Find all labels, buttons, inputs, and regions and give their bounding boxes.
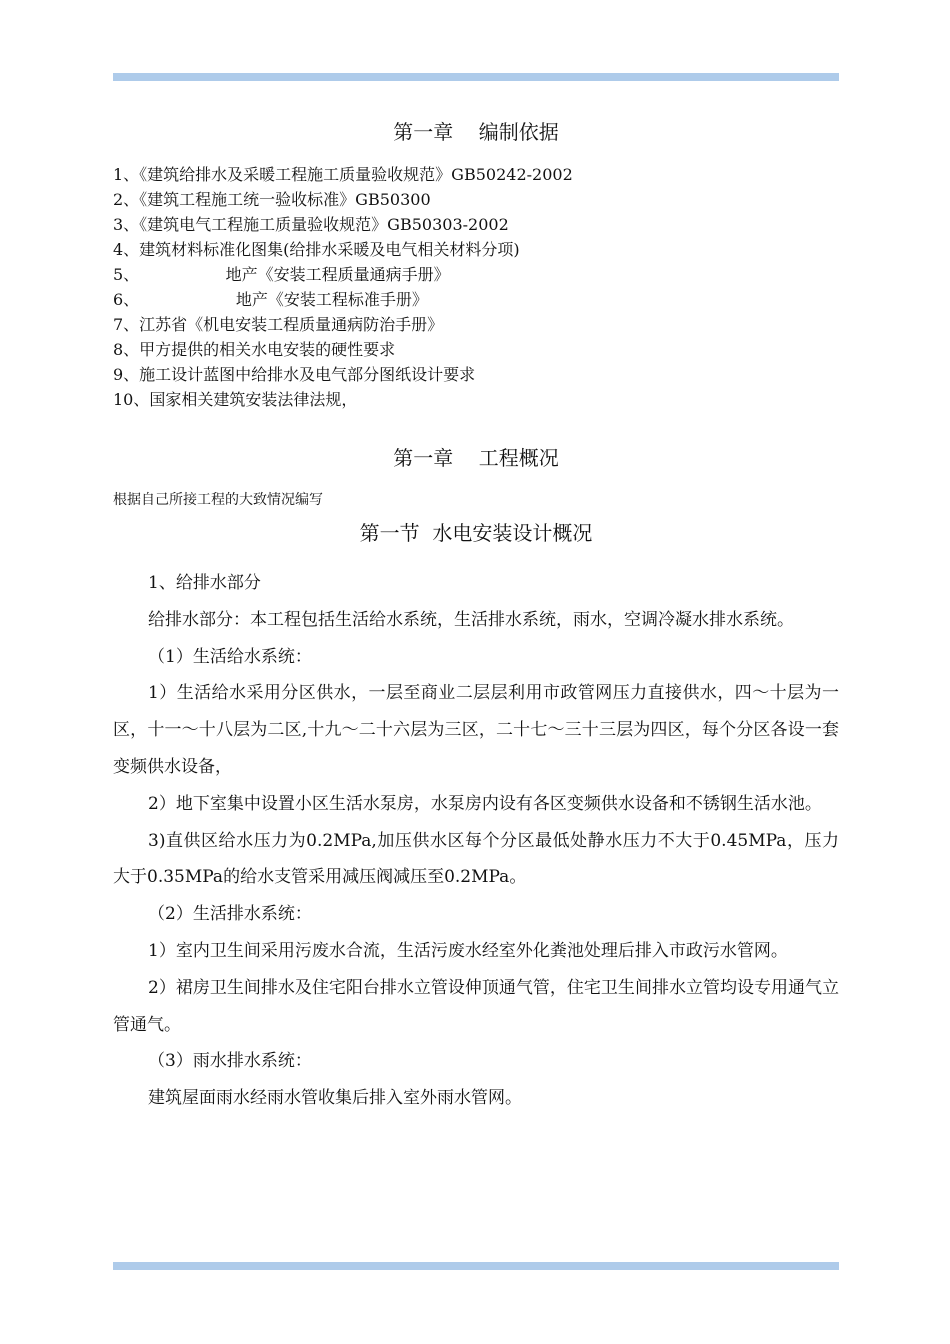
list-item: 8、甲方提供的相关水电安装的硬性要求	[113, 340, 396, 359]
section-body	[113, 565, 839, 1117]
paragraph: 1）室内卫生间采用污废水合流，生活污废水经室外化粪池处理后排入市政污水管网。	[148, 940, 788, 961]
paragraph: （1）生活给水系统：	[148, 646, 312, 667]
editor-note: 根据自己所接工程的大致情况编写	[113, 492, 323, 508]
list-item: 3、《建筑电气工程施工质量验收规范》GB50303-2002	[113, 215, 509, 234]
paragraph: 1、给排水部分	[148, 573, 261, 593]
paragraph: 1）生活给水采用分区供水，一层至商业二层层利用市政管网压力直接供水，四～十层为一区，十一～十八层为二区,十九～二十六层为三区，二十七～三十三层为四区，每个分区各设一套变频供水设备，	[113, 683, 839, 777]
paragraph: 建筑屋面雨水经雨水管收集后排入室外雨水管网。	[148, 1088, 522, 1109]
paragraph: 2）裙房卫生间排水及住宅阳台排水立管设伸顶通气管，住宅卫生间排水立管均设专用通气立管通气。	[113, 977, 839, 1035]
paragraph: 给排水部分：本工程包括生活给水系统，生活排水系统，雨水，空调冷凝水排水系统。	[148, 609, 794, 630]
paragraph: 3)直供区给水压力为0.2MPa,加压供水区每个分区最低处静水压力不大于0.45MPa，压力大于0.35MPa的给水支管采用减压阀减压至0.2MPa。	[113, 830, 839, 888]
footer-rule	[113, 1262, 839, 1270]
basis-list	[113, 162, 839, 412]
list-item: 1、《建筑给排水及采暖工程施工质量验收规范》GB50242-2002	[113, 165, 573, 184]
chapter-title-overview: 第一章 工程概况	[393, 446, 559, 470]
chapter-title-basis: 第一章 编制依据	[393, 120, 559, 144]
section-title: 第一节 水电安装设计概况	[359, 521, 593, 545]
list-item: 4、建筑材料标准化图集(给排水采暖及电气相关材料分项)	[113, 240, 520, 259]
list-item: 2、《建筑工程施工统一验收标准》GB50300	[113, 190, 431, 209]
paragraph: （3）雨水排水系统：	[148, 1051, 312, 1072]
list-item: 9、施工设计蓝图中给排水及电气部分图纸设计要求	[113, 365, 476, 384]
paragraph: （2）生活排水系统：	[148, 904, 312, 925]
list-item: 10、国家相关建筑安装法律法规，	[113, 390, 358, 409]
list-item: 6、 地产《安装工程标准手册》	[113, 290, 428, 309]
list-item: 5、 地产《安装工程质量通病手册》	[113, 265, 450, 284]
paragraph: 2）地下室集中设置小区生活水泵房，水泵房内设有各区变频供水设备和不锈钢生活水池。	[148, 793, 822, 814]
list-item: 7、江苏省《机电安装工程质量通病防治手册》	[113, 315, 444, 334]
header-rule	[113, 73, 839, 81]
